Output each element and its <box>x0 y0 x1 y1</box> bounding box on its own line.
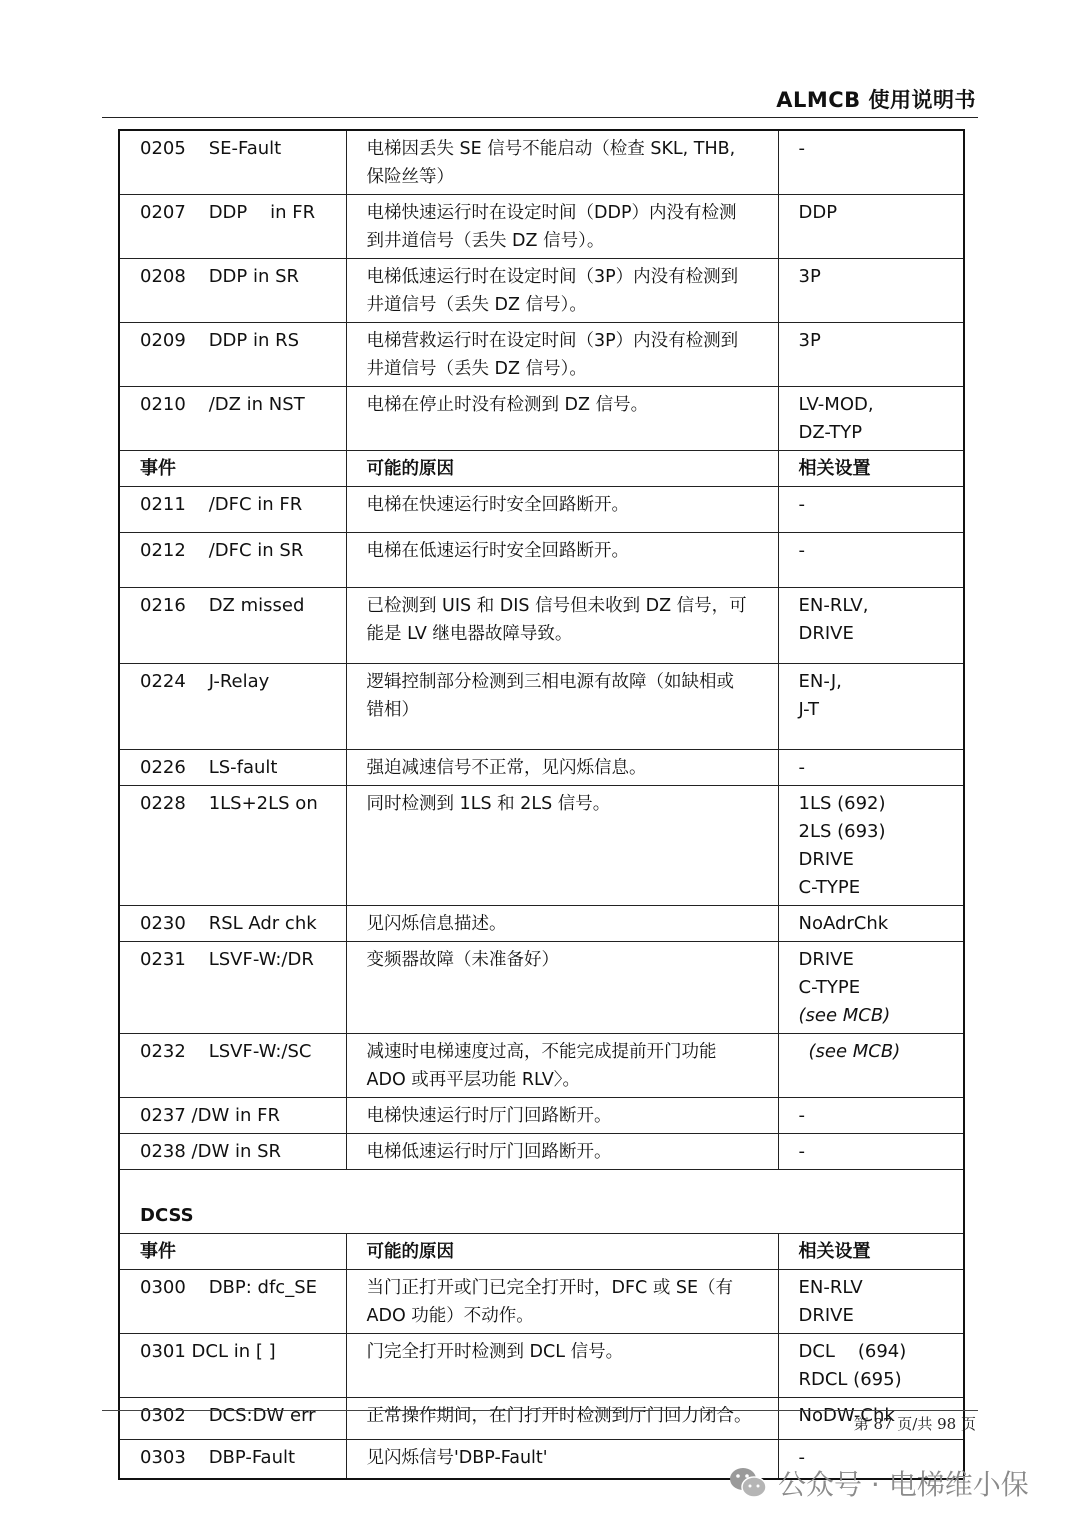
event-cell: 0224 J-Relay <box>119 664 346 750</box>
setting-line: EN-RLV, <box>798 595 869 616</box>
event-cell: 0228 1LS+2LS on <box>119 786 346 906</box>
setting-line: (see MCB) <box>808 1041 901 1062</box>
settings-cell <box>778 1034 964 1098</box>
event-cell: 0230 RSL Adr chk <box>119 906 346 942</box>
header-settings <box>778 1234 964 1270</box>
cause-cell <box>346 387 778 451</box>
cause-line: 错相） <box>366 700 419 720</box>
event-cell: 0216 DZ missed <box>119 588 346 664</box>
header-event: 事件 <box>119 451 346 487</box>
cause-line: 见闪烁信息描述。 <box>366 914 507 934</box>
cause-cell <box>346 588 778 664</box>
cause-cell <box>346 195 778 259</box>
cause-line: 同时检测到 1LS 和 2LS 信号。 <box>366 794 611 814</box>
cause-cell <box>346 487 778 533</box>
table-row <box>119 1034 964 1098</box>
cause-line: 正常操作期间，在门打开时检测到厅门回力闭合。 <box>366 1406 752 1426</box>
section-title: DCSS <box>140 1205 194 1226</box>
event-cell: 0208 DDP in SR <box>119 259 346 323</box>
cause-cell <box>346 533 778 588</box>
setting-line: NoDW-Chk <box>798 1405 895 1426</box>
settings-cell <box>778 487 964 533</box>
setting-line: EN-J, <box>798 671 842 692</box>
cause-line: 到井道信号（丢失 DZ 信号）。 <box>366 231 605 251</box>
table-row <box>119 323 964 387</box>
settings-cell <box>778 942 964 1034</box>
table-row <box>119 533 964 588</box>
cause-cell <box>346 942 778 1034</box>
settings-cell <box>778 259 964 323</box>
event-cell: 0211 /DFC in FR <box>119 487 346 533</box>
event-cell: 0301 DCL in [ ] <box>119 1334 346 1398</box>
cause-line: 门完全打开时检测到 DCL 信号。 <box>366 1342 624 1362</box>
table-row <box>119 906 964 942</box>
setting-line: DRIVE <box>798 949 854 970</box>
settings-cell <box>778 1134 964 1170</box>
settings-cell <box>778 533 964 588</box>
settings-cell <box>778 1270 964 1334</box>
event-cell: 0205 SE-Fault <box>119 130 346 195</box>
table-row <box>119 1398 964 1440</box>
event-cell: 0231 LSVF-W:/DR <box>119 942 346 1034</box>
setting-line: 相关设置 <box>798 1241 871 1262</box>
setting-line: LV-MOD, <box>798 394 874 415</box>
settings-cell <box>778 1334 964 1398</box>
setting-line: - <box>798 757 805 778</box>
event-cell: 0302 DCS:DW err <box>119 1398 346 1440</box>
footer-divider <box>102 1410 978 1411</box>
cause-line: 电梯低速运行时在设定时间（3P）内没有检测到 <box>366 267 739 287</box>
cause-line: 保险丝等） <box>366 167 454 187</box>
cause-line: ADO 或再平层功能 RLV〉。 <box>366 1070 581 1090</box>
setting-line: DZ-TYP <box>798 422 863 443</box>
event-cell: 0210 /DZ in NST <box>119 387 346 451</box>
event-cell: 0226 LS-fault <box>119 750 346 786</box>
setting-line: DCL (694) <box>798 1341 907 1362</box>
cause-line: 当门正打开或门已完全打开时，DFC 或 SE（有 <box>366 1278 734 1298</box>
table-row <box>119 1098 964 1134</box>
cause-cell <box>346 786 778 906</box>
setting-line: DRIVE <box>798 849 854 870</box>
table-row <box>119 664 964 750</box>
setting-line: - <box>798 540 805 561</box>
cause-cell <box>346 323 778 387</box>
setting-line: - <box>798 1141 805 1162</box>
event-cell: 0207 DDP in FR <box>119 195 346 259</box>
cause-cell <box>346 130 778 195</box>
setting-line: 1LS (692) <box>798 793 886 814</box>
setting-line: 2LS (693) <box>798 821 886 842</box>
watermark <box>728 1463 1029 1503</box>
setting-line: - <box>798 494 805 515</box>
cause-cell <box>346 1270 778 1334</box>
table-row <box>119 942 964 1034</box>
header-settings <box>778 451 964 487</box>
header-cause <box>346 451 778 487</box>
event-cell: 0237 /DW in FR <box>119 1098 346 1134</box>
event-cell: 0303 DBP-Fault <box>119 1440 346 1479</box>
table-row <box>119 259 964 323</box>
setting-line: NoAdrChk <box>798 913 889 934</box>
setting-line: 3P <box>798 330 821 351</box>
settings-cell <box>778 906 964 942</box>
settings-cell <box>778 195 964 259</box>
table-row <box>119 1334 964 1398</box>
cause-cell <box>346 1440 778 1479</box>
cause-line: 能是 LV 继电器故障导致。 <box>366 624 573 644</box>
setting-line: 相关设置 <box>798 458 871 479</box>
section-row <box>119 1170 964 1234</box>
cause-cell <box>346 1098 778 1134</box>
event-cell: 0212 /DFC in SR <box>119 533 346 588</box>
wechat-icon <box>728 1465 768 1501</box>
table-row <box>119 130 964 195</box>
settings-cell <box>778 323 964 387</box>
cause-line: 井道信号（丢失 DZ 信号）。 <box>366 359 587 379</box>
cause-line: 可能的原因 <box>366 459 454 479</box>
cause-cell <box>346 1034 778 1098</box>
table-header-row <box>119 1234 964 1270</box>
event-cell: 0232 LSVF-W:/SC <box>119 1034 346 1098</box>
cause-cell <box>346 664 778 750</box>
cause-line: ADO 功能）不动作。 <box>366 1306 534 1326</box>
cause-line: 电梯在停止时没有检测到 DZ 信号。 <box>366 395 649 415</box>
cause-cell <box>346 1134 778 1170</box>
setting-line: C-TYPE <box>798 977 861 998</box>
setting-line: DRIVE <box>798 1305 854 1326</box>
table-row <box>119 786 964 906</box>
table-row <box>119 195 964 259</box>
setting-line: EN-RLV <box>798 1277 863 1298</box>
setting-line: J-T <box>798 699 820 720</box>
settings-cell <box>778 750 964 786</box>
table-row <box>119 387 964 451</box>
cause-line: 逻辑控制部分检测到三相电源有故障（如缺相或 <box>366 672 734 692</box>
page-number: 第 87 页/共 98 页 <box>853 1415 976 1433</box>
cause-line: 见闪烁信号'DBP-Fault' <box>366 1448 548 1468</box>
table-row <box>119 487 964 533</box>
cause-line: 可能的原因 <box>366 1242 454 1262</box>
header-event: 事件 <box>119 1234 346 1270</box>
table-row <box>119 750 964 786</box>
cause-cell <box>346 906 778 942</box>
settings-cell <box>778 130 964 195</box>
cause-line: 电梯快速运行时厅门回路断开。 <box>366 1106 612 1126</box>
settings-cell <box>778 786 964 906</box>
header-cause <box>346 1234 778 1270</box>
cause-line: 变频器故障（未准备好） <box>366 950 559 970</box>
settings-cell <box>778 588 964 664</box>
setting-line: DRIVE <box>798 623 854 644</box>
table-row <box>119 1134 964 1170</box>
cause-line: 电梯在低速运行时安全回路断开。 <box>366 541 629 561</box>
settings-cell <box>778 387 964 451</box>
cause-cell <box>346 1398 778 1440</box>
cause-cell <box>346 750 778 786</box>
cause-line: 电梯营救运行时在设定时间（3P）内没有检测到 <box>366 331 739 351</box>
settings-cell <box>778 1098 964 1134</box>
setting-line: DDP <box>798 202 838 223</box>
cause-line: 电梯因丢失 SE 信号不能启动（检查 SKL, THB, <box>366 139 736 159</box>
cause-line: 减速时电梯速度过高，不能完成提前开门功能 <box>366 1042 717 1062</box>
watermark-text: 公众号 · 电梯维小保 <box>778 1468 1029 1501</box>
cause-line: 电梯低速运行时厅门回路断开。 <box>366 1142 612 1162</box>
table-row <box>119 588 964 664</box>
table-header-row <box>119 451 964 487</box>
setting-line: - <box>798 1105 805 1126</box>
header-divider <box>102 117 978 118</box>
cause-line: 电梯在快速运行时安全回路断开。 <box>366 495 629 515</box>
cause-line: 强迫减速信号不正常，见闪烁信息。 <box>366 758 647 778</box>
table-row <box>119 1270 964 1334</box>
error-code-table <box>118 129 965 1480</box>
setting-line: - <box>798 138 805 159</box>
cause-line: 井道信号（丢失 DZ 信号）。 <box>366 295 587 315</box>
settings-cell <box>778 664 964 750</box>
event-cell: 0300 DBP: dfc_SE <box>119 1270 346 1334</box>
event-cell: 0238 /DW in SR <box>119 1134 346 1170</box>
setting-line: RDCL (695) <box>798 1369 902 1390</box>
event-cell: 0209 DDP in RS <box>119 323 346 387</box>
setting-line: C-TYPE <box>798 877 861 898</box>
setting-line: - <box>798 1447 805 1468</box>
cause-cell <box>346 259 778 323</box>
setting-line: (see MCB) <box>798 1005 891 1026</box>
setting-line: 3P <box>798 266 821 287</box>
cause-line: 电梯快速运行时在设定时间（DDP）内没有检测 <box>366 203 737 223</box>
cause-cell <box>346 1334 778 1398</box>
cause-line: 已检测到 UIS 和 DIS 信号但未收到 DZ 信号，可 <box>366 596 747 616</box>
document-title: ALMCB 使用说明书 <box>776 88 976 112</box>
